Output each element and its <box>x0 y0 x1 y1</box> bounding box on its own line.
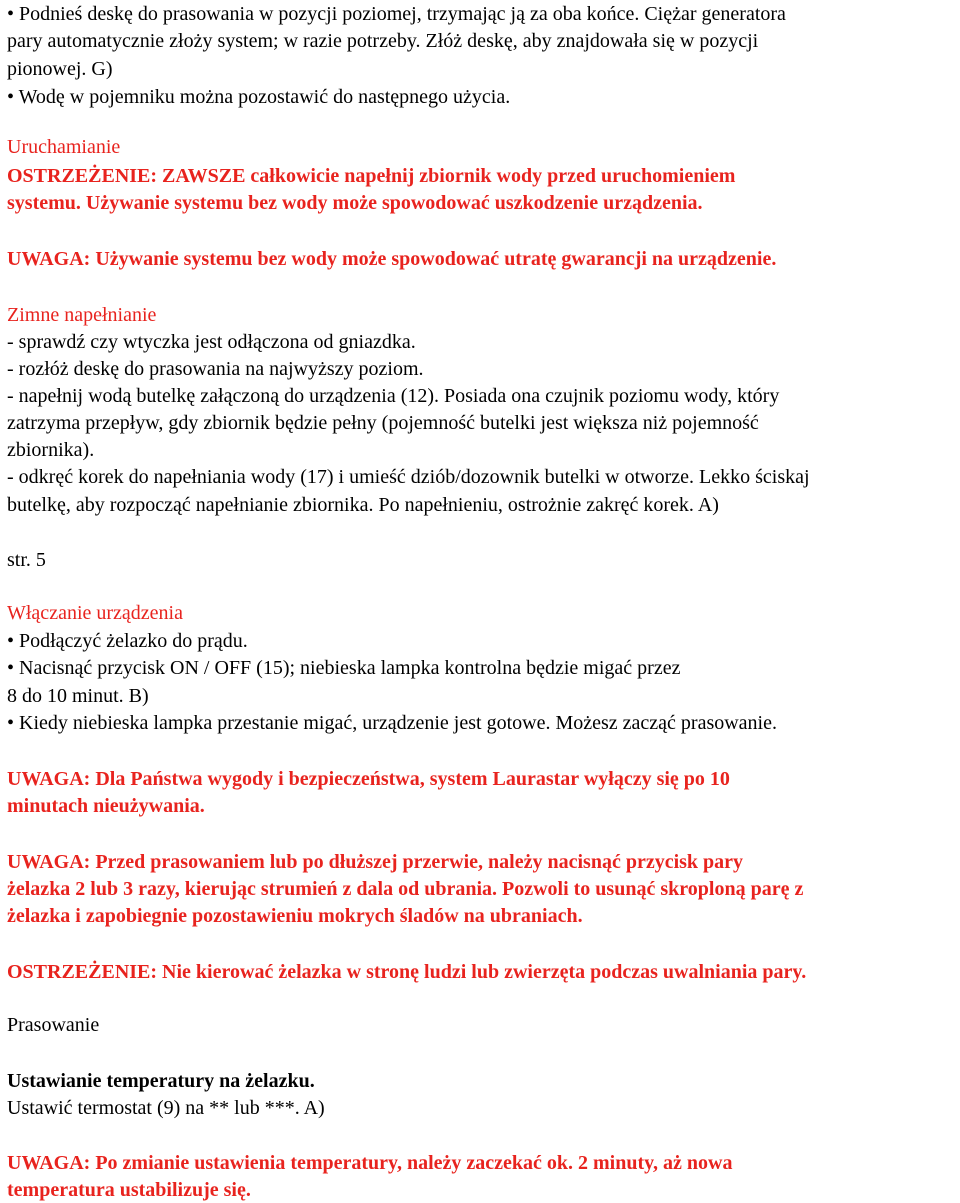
bullet-text: • Podnieś deskę do prasowania w pozycji poziomej, trzymając ją za oba końce. Ciężar generatora <box>7 3 786 25</box>
bullet-text: • Nacisnąć przycisk ON / OFF (15); niebieska lampka kontrolna będzie migać przez <box>7 657 681 679</box>
body-text: Ustawić termostat (9) na ** lub ***. A) <box>7 1097 325 1119</box>
section-heading-zimne-napelnianie: Zimne napełnianie <box>7 304 157 326</box>
list-item: - sprawdź czy wtyczka jest odłączona od gniazdka. <box>7 331 416 353</box>
note-text: temperatura ustabilizuje się. <box>7 1179 251 1201</box>
body-text: pionowej. G) <box>7 58 113 80</box>
note-text: żelazka i zapobiegnie pozostawieniu mokrych śladów na ubraniach. <box>7 905 583 927</box>
section-heading-wlaczanie: Włączanie urządzenia <box>7 602 183 624</box>
note-text: UWAGA: Używanie systemu bez wody może spowodować utratę gwarancji na urządzenie. <box>7 248 777 270</box>
list-item: - napełnij wodą butelkę załączoną do urządzenia (12). Posiada ona czujnik poziomu wody, który <box>7 385 780 407</box>
body-text: zbiornika). <box>7 439 95 461</box>
body-text: 8 do 10 minut. B) <box>7 685 149 707</box>
list-item: - rozłóż deskę do prasowania na najwyższy poziom. <box>7 358 424 380</box>
bullet-text: • Podłączyć żelazko do prądu. <box>7 630 248 652</box>
body-text: butelkę, aby rozpocząć napełnianie zbiornika. Po napełnieniu, ostrożnie zakręć korek. A) <box>7 494 719 516</box>
note-text: minutach nieużywania. <box>7 795 205 817</box>
body-text: pary automatycznie złoży system; w razie potrzeby. Złóż deskę, aby znajdowała się w pozycji <box>7 30 759 52</box>
note-text: UWAGA: Po zmianie ustawienia temperatury, należy zaczekać ok. 2 minuty, aż nowa <box>7 1152 733 1174</box>
subheading-temperatura: Ustawianie temperatury na żelazku. <box>7 1070 315 1092</box>
note-text: UWAGA: Przed prasowaniem lub po dłuższej przerwie, należy nacisnąć przycisk pary <box>7 851 744 873</box>
warning-text: OSTRZEŻENIE: Nie kierować żelazka w stronę ludzi lub zwierzęta podczas uwalniania pary. <box>7 961 807 983</box>
bullet-text: • Kiedy niebieska lampka przestanie migać, urządzenie jest gotowe. Możesz zacząć prasowanie. <box>7 712 777 734</box>
list-item: - odkręć korek do napełniania wody (17) i umieść dziób/dozownik butelki w otworze. Lekko ściskaj <box>7 466 810 488</box>
note-text: żelazka 2 lub 3 razy, kierując strumień z dala od ubrania. Pozwoli to usunąć skroploną parę z <box>7 878 804 900</box>
page-number: str. 5 <box>7 549 46 571</box>
section-heading-uruchamianie: Uruchamianie <box>7 136 121 158</box>
note-text: UWAGA: Dla Państwa wygody i bezpieczeństwa, system Laurastar wyłączy się po 10 <box>7 768 730 790</box>
body-text: zatrzyma przepływ, gdy zbiornik będzie pełny (pojemność butelki jest większa niż pojemność <box>7 412 759 434</box>
section-heading-prasowanie: Prasowanie <box>7 1014 100 1036</box>
bullet-text: • Wodę w pojemniku można pozostawić do następnego użycia. <box>7 86 511 108</box>
warning-text: OSTRZEŻENIE: ZAWSZE całkowicie napełnij zbiornik wody przed uruchomieniem <box>7 165 736 187</box>
warning-text: systemu. Używanie systemu bez wody może spowodować uszkodzenie urządzenia. <box>7 192 703 214</box>
